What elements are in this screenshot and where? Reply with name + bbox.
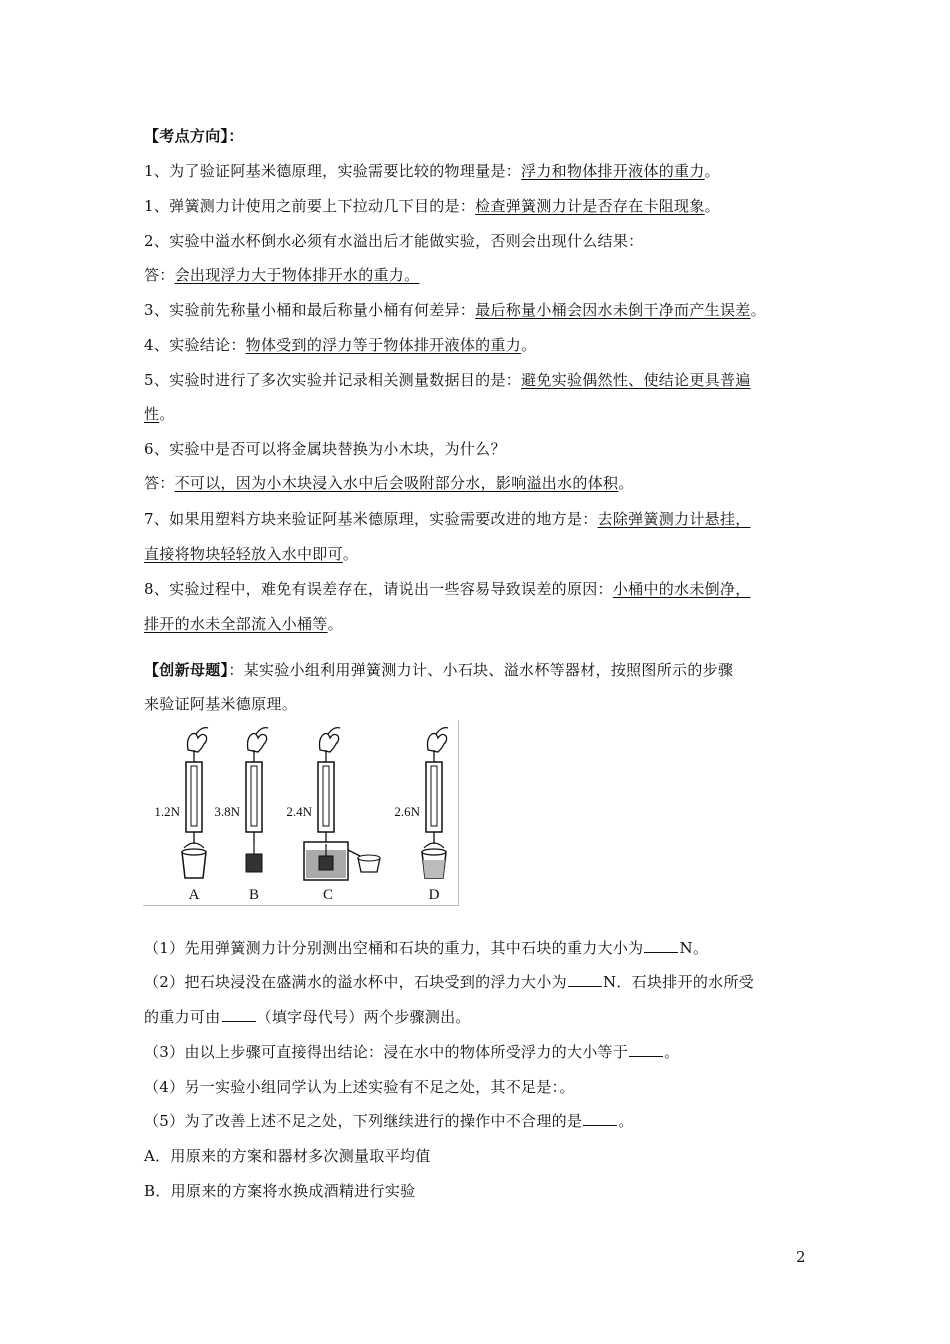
list-item [144,578,751,599]
item-answer: 会出现浮力大于物体排开水的重力。 [174,266,420,284]
question-4: （4）另一实验小组同学认为上述实验有不足之处，其不足是：。 [144,1078,575,1096]
item-answer: 小桶中的水未倒净， [612,580,751,598]
bucket-rim [422,849,446,855]
small-bucket-rim [358,855,380,861]
item-answer: 浮力和物体排开液体的重力 [521,162,705,180]
answer-blank[interactable] [644,951,678,953]
list-item [144,230,643,251]
list-item [144,472,634,493]
item-prefix: 7、如果用塑料方块来验证阿基米德原理，实验需要改进的地方是： [144,510,598,528]
scale-slot [251,766,257,826]
answer-blank[interactable] [222,1020,256,1022]
list-item [144,543,358,564]
item-suffix: 。 [521,336,537,354]
stone-block [246,854,262,872]
list-item [144,334,536,355]
item-answer: 避免实验偶然性、使结论更具普遍 [521,371,751,389]
scale-slot [323,766,329,826]
answer-blank[interactable] [629,1055,663,1057]
item-suffix: 。 [618,474,634,492]
list-item [144,299,766,320]
list-item [144,369,751,390]
question-2-cont: 的重力可由 （填字母代号）两个步骤测出。 [144,1008,471,1026]
list-item [144,264,419,285]
item-prefix: 6、实验中是否可以将金属块替换为小木块，为什么？ [144,440,506,458]
stone-block-immersed [319,856,333,870]
arm-line [256,728,268,734]
list-item [144,195,720,216]
item-prefix: 1、弹簧测力计使用之前要上下拉动几下目的是： [144,197,476,215]
item-answer: 直接将物块轻轻放入水中即可 [144,545,343,563]
setup-b [214,728,268,903]
list-item [144,508,751,529]
innovation-text-line2: 来验证阿基米德原理。 [144,695,298,713]
item-prefix: 答： [144,266,175,284]
option-a[interactable]: A．用原来的方案和器材多次测量取平均值 [144,1147,431,1165]
item-prefix: 1、为了验证阿基米德原理，实验需要比较的物理量是： [144,162,522,180]
item-answer: 性 [144,405,160,423]
item-prefix: 4、实验结论： [144,336,246,354]
step-label: D [428,887,440,903]
item-suffix: 。 [704,197,720,215]
scale-reading: 1.2N [154,804,180,819]
arm-line [328,728,340,734]
list-item [144,160,720,181]
list-item [144,438,506,459]
bucket-rim [182,849,206,855]
question-5: （5）为了改善上述不足之处，下列继续进行的操作中不合理的是 。 [144,1112,634,1130]
option-b[interactable]: B．用原来的方案将水换成酒精进行实验 [144,1182,416,1200]
bucket [182,852,206,878]
item-suffix: 。 [750,301,766,319]
answer-blank[interactable] [568,985,602,987]
spout [348,850,360,856]
step-label: A [188,887,200,903]
hand-icon [428,734,447,753]
item-prefix: 8、实验过程中，难免有误差存在，请说出一些容易导致误差的原因： [144,580,613,598]
item-answer: 不可以，因为小木块浸入水中后会吸附部分水，影响溢出水的体积 [174,474,619,492]
scale-reading: 3.8N [214,804,240,819]
arm-line [436,728,448,734]
item-answer: 物体受到的浮力等于物体排开液体的重力 [245,336,522,354]
section-heading-innovation: 【创新母题】：某实验小组利用弹簧测力计、小石块、溢水杯等器材，按照图所示的步骤 [144,661,734,679]
hand-icon [248,734,267,753]
section-heading-exam-focus: 【考点方向】： [144,127,244,145]
question-3: （3）由以上步骤可直接得出结论：浸在水中的物体所受浮力的大小等于 。 [144,1043,680,1061]
item-prefix: 3、实验前先称量小桶和最后称量小桶有何差异： [144,301,476,319]
page-number: 2 [796,1248,806,1266]
scale-slot [431,766,437,826]
item-suffix: 。 [342,545,359,563]
item-answer: 最后称量小桶会因水未倒干净而产生误差 [475,301,751,319]
item-answer: 检查弹簧测力计是否存在卡阻现象 [475,197,705,215]
bucket-water [423,860,445,878]
answer-blank[interactable] [583,1124,617,1126]
hand-icon [320,734,339,753]
arm-line [196,728,208,734]
question-2: （2）把石块浸没在盛满水的溢水杯中，石块受到的浮力大小为 N．石块排开的水所受 [144,973,755,991]
step-label: C [322,887,334,903]
hand-icon [188,734,207,753]
item-suffix: 。 [327,615,343,633]
item-suffix: 。 [159,405,175,423]
list-item [144,613,343,634]
item-answer: 排开的水未全部流入小桶等 [144,615,328,633]
scale-reading: 2.4N [286,804,312,819]
item-answer: 去除弹簧测力计悬挂， [597,510,751,528]
question-1: （1）先用弹簧测力计分别测出空桶和石块的重力，其中石块的重力大小为 N。 [144,939,709,957]
experiment-figure [143,720,459,906]
item-prefix: 答： [144,474,175,492]
scale-reading: 2.6N [394,804,420,819]
item-suffix: 。 [704,162,720,180]
item-prefix: 5、实验时进行了多次实验并记录相关测量数据目的是： [144,371,522,389]
scale-slot [191,766,197,826]
step-label: B [248,887,260,903]
list-item [144,403,175,424]
item-prefix: 2、实验中溢水杯倒水必须有水溢出后才能做实验，否则会出现什么结果： [144,232,644,250]
